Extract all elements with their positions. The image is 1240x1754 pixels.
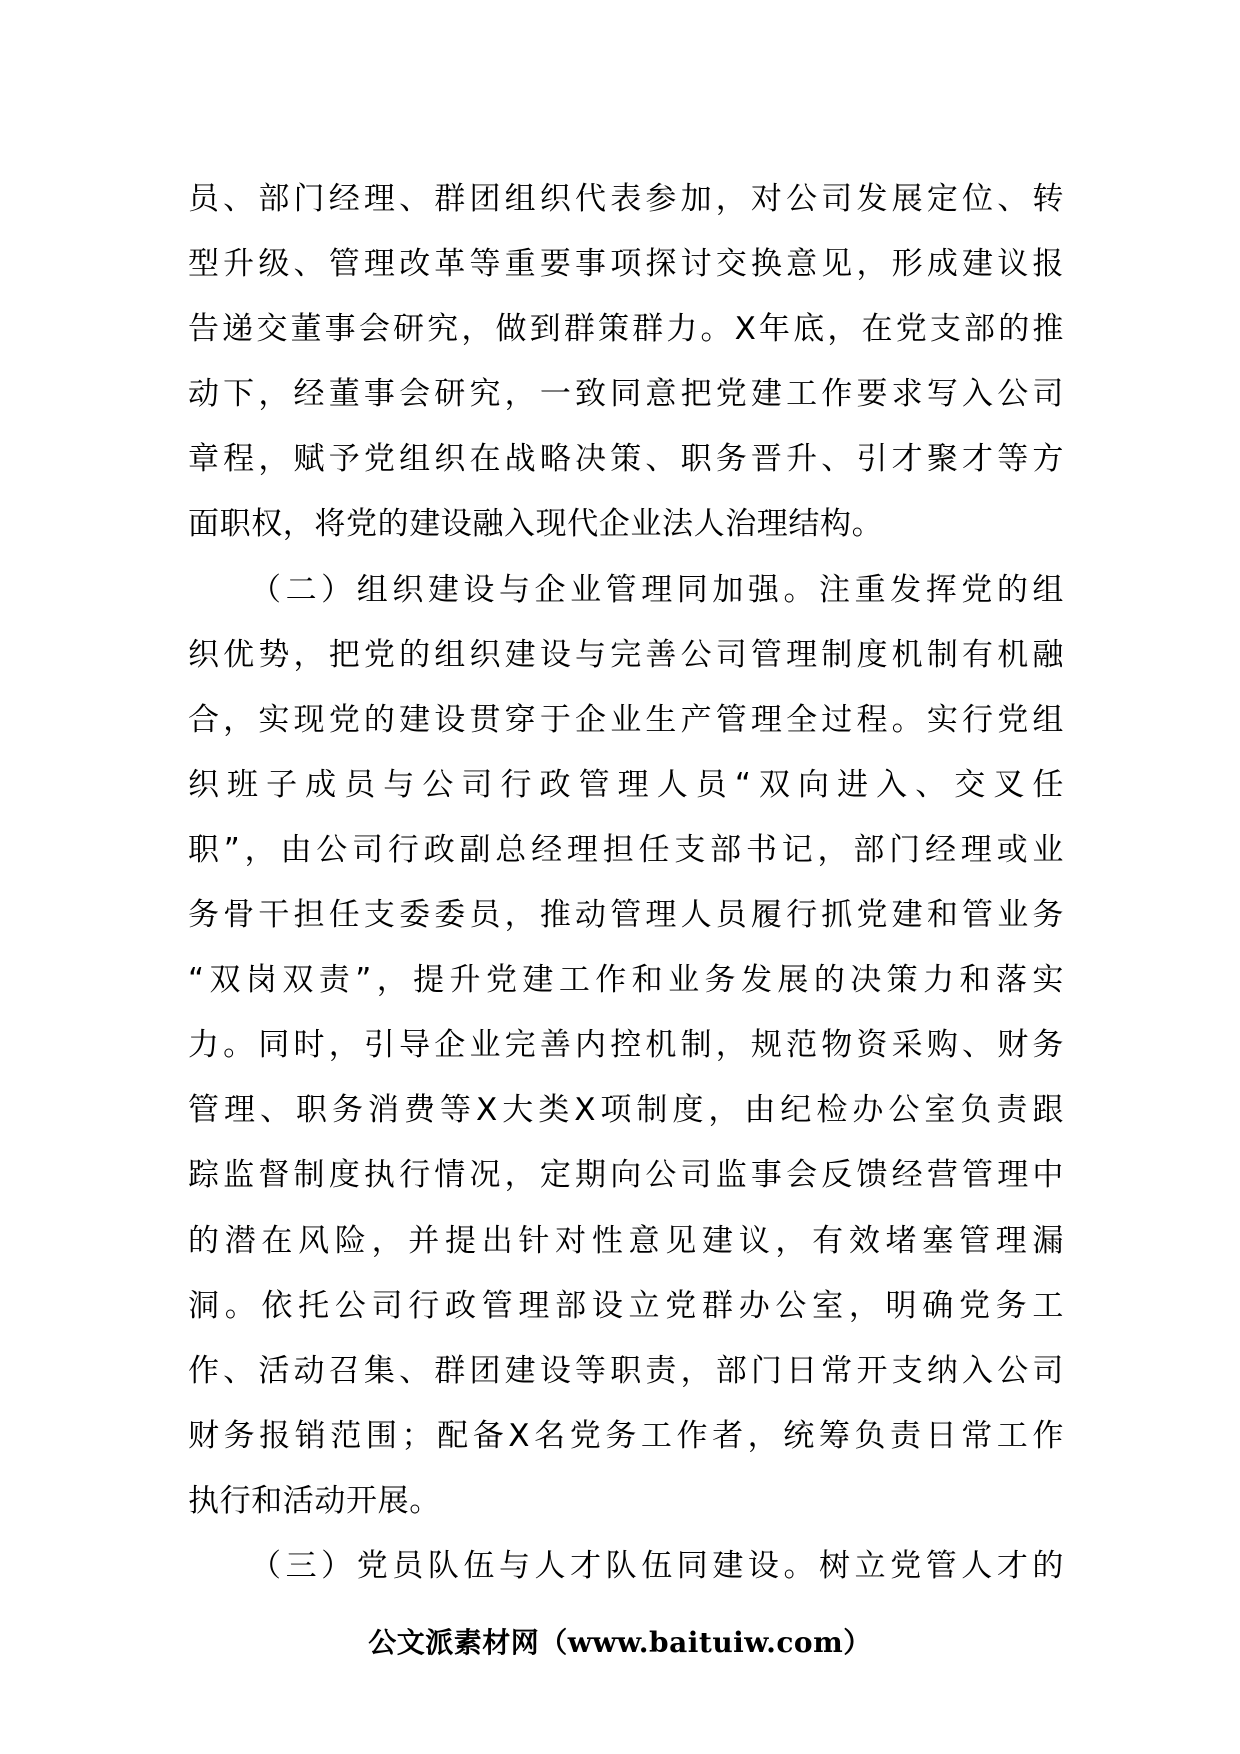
section-heading-line: （二）组织建设与企业管理同加强。注重发挥党的组 (250, 571, 1064, 608)
section-heading-line: （三）党员队伍与人才队伍同建设。树立党管人才的 (250, 1547, 1064, 1584)
text-line: 织班子成员与公司行政管理人员“双向进入、交叉任 (188, 766, 1064, 803)
text-line: 型升级、管理改革等重要事项探讨交换意见，形成建议报 (188, 246, 1064, 283)
text-line: 踪监督制度执行情况，定期向公司监事会反馈经营管理中 (188, 1157, 1064, 1194)
footer-watermark: 公文派素材网（www.baituiw.com） (368, 1626, 872, 1659)
text-line: 作、活动召集、群团建设等职责，部门日常开支纳入公司 (188, 1352, 1064, 1389)
text-line: 面职权，将党的建设融入现代企业法人治理结构。 (188, 506, 884, 543)
text-line: 务骨干担任支委委员，推动管理人员履行抓党建和管业务 (188, 897, 1064, 934)
text-line: 的潜在风险，并提出针对性意见建议，有效堵塞管理漏 (188, 1222, 1064, 1259)
document-body (188, 167, 1064, 1599)
text-line: 职”，由公司行政副总经理担任支部书记，部门经理或业 (188, 831, 1064, 868)
text-line: 合，实现党的建设贯穿于企业生产管理全过程。实行党组 (188, 701, 1064, 738)
text-line: 动下，经董事会研究，一致同意把党建工作要求写入公司 (188, 376, 1064, 413)
text-line: 告递交董事会研究，做到群策群力。X年底，在党支部的推 (188, 311, 1064, 348)
text-line: 财务报销范围；配备X名党务工作者，统筹负责日常工作 (188, 1417, 1064, 1454)
text-line: 执行和活动开展。 (188, 1482, 441, 1519)
text-line: “双岗双责”，提升党建工作和业务发展的决策力和落实 (188, 962, 1064, 999)
text-line: 章程，赋予党组织在战略决策、职务晋升、引才聚才等方 (188, 441, 1064, 478)
text-line: 洞。依托公司行政管理部设立党群办公室，明确党务工 (188, 1287, 1064, 1324)
text-line: 力。同时，引导企业完善内控机制，规范物资采购、财务 (188, 1027, 1064, 1064)
text-line: 员、部门经理、群团组织代表参加，对公司发展定位、转 (188, 181, 1064, 217)
text-line: 管理、职务消费等X大类X项制度，由纪检办公室负责跟 (188, 1092, 1064, 1129)
text-line: 织优势，把党的组织建设与完善公司管理制度机制有机融 (188, 636, 1064, 673)
